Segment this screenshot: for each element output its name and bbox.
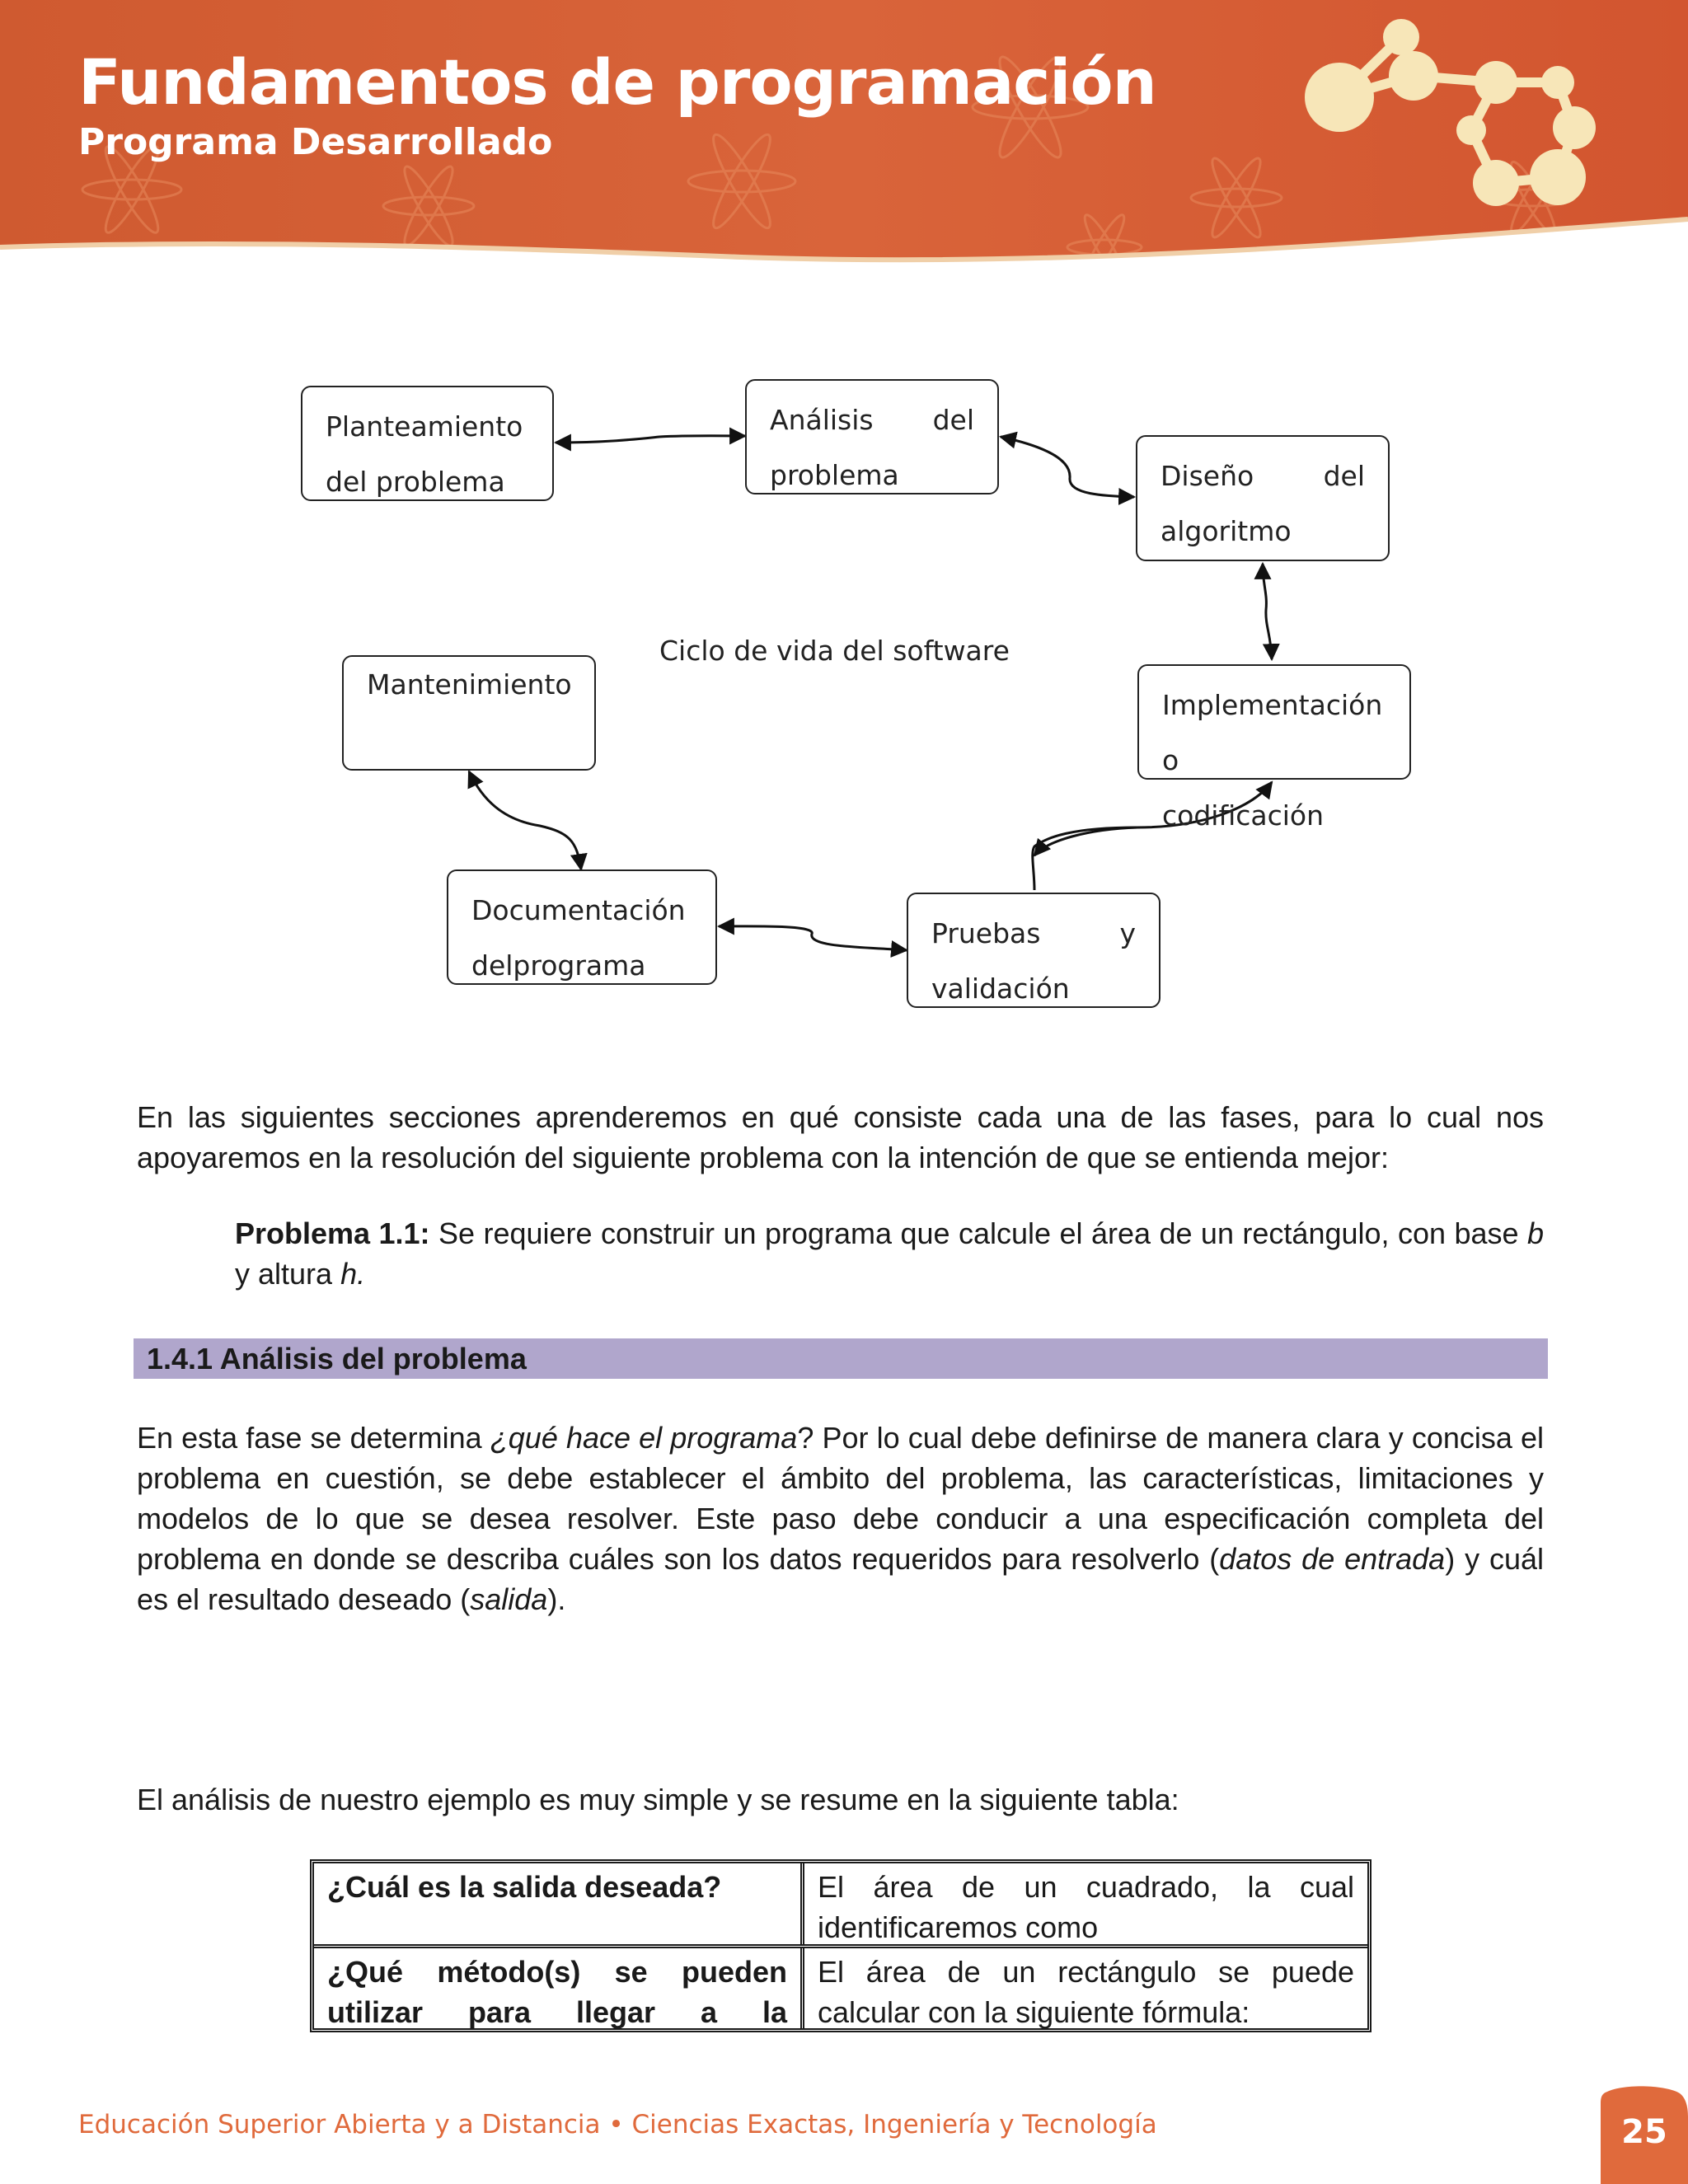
intro-paragraph: En las siguientes secciones aprenderemos en qué consiste cada una de las fases, para lo cual nos apoyaremos en la resolución del siguiente problema con la intención de que se entienda mejor:	[137, 1100, 1544, 1174]
problem-var-b: b	[1526, 1216, 1545, 1250]
node-label: del	[932, 404, 974, 436]
node-planteamiento	[301, 386, 554, 501]
lifecycle-diagram	[0, 363, 1688, 1022]
arrow-analisis-diseno	[1001, 437, 1134, 497]
analysis-paragraph	[137, 1418, 1544, 1619]
analysis-text: ) y cuál es el resultado deseado (	[137, 1542, 1544, 1616]
node-label: codificación	[1162, 799, 1325, 832]
node-label: Análisis	[770, 404, 874, 436]
node-diseno	[1136, 435, 1390, 561]
node-label: Planteamiento	[326, 410, 523, 443]
section-heading: 1.4.1 Análisis del problema	[134, 1338, 1548, 1379]
node-label: problema	[770, 459, 899, 491]
analysis-output-term: salida	[470, 1582, 548, 1616]
problem-text: y altura	[235, 1257, 341, 1291]
node-implementacion	[1137, 664, 1411, 832]
table-answer-cell	[804, 1863, 1367, 1944]
node-mantenimiento	[342, 655, 596, 771]
page-title: Fundamentos de programación	[78, 45, 1156, 119]
cell-text: calcular con la siguiente fórmula:	[818, 1995, 1250, 2029]
arrow-diseno-implementacion	[1263, 564, 1272, 659]
node-analisis	[745, 379, 999, 494]
node-label: del	[1323, 460, 1365, 492]
node-label: Pruebas	[931, 917, 1041, 949]
cell-text: identificaremos como	[818, 1910, 1099, 1944]
page-subtitle: Programa Desarrollado	[78, 121, 553, 163]
page-number-badge	[1601, 2083, 1688, 2184]
node-label: Documentación	[471, 894, 686, 926]
problem-var-h: h.	[340, 1257, 366, 1291]
arrow-pruebas-documentacion	[719, 926, 907, 950]
diagram-caption: Ciclo de vida del software	[659, 635, 1010, 667]
footer-text: Educación Superior Abierta y a Distancia • Ciencias Exactas, Ingeniería y Tecnología	[78, 2110, 1157, 2139]
problem-text: Se requiere construir un programa que calcule el área de un rectángulo, con base	[429, 1216, 1527, 1250]
table-question-cell	[314, 1863, 804, 1944]
analysis-question: ¿qué hace el programa	[490, 1421, 798, 1455]
table-intro: El análisis de nuestro ejemplo es muy simple y se resume en la siguiente tabla:	[137, 1783, 1179, 1816]
node-label: Implementación o	[1162, 689, 1383, 776]
table-answer-cell	[804, 1948, 1367, 2028]
arrow-planteamiento-analisis	[556, 436, 745, 443]
cell-text: ¿Qué método(s) se pueden	[327, 1955, 787, 1989]
page-number: 25	[1621, 2113, 1667, 2151]
node-label: Mantenimiento	[367, 668, 572, 701]
node-label: validación	[931, 972, 1070, 1005]
cell-text: utilizar para llegar a la	[327, 1995, 787, 2029]
analysis-table	[310, 1859, 1372, 2032]
node-label: y	[1119, 917, 1136, 949]
problem-label: Problema 1.1:	[235, 1216, 430, 1250]
node-pruebas	[907, 893, 1160, 1008]
node-label: delprograma	[471, 949, 646, 982]
table-row	[314, 1948, 1367, 2028]
cell-text: El área de un cuadrado, la cual	[818, 1870, 1354, 1904]
header-banner	[0, 0, 1688, 297]
analysis-input-term: datos de entrada	[1219, 1542, 1446, 1576]
cell-text: ¿Cuál es la salida deseada?	[327, 1870, 722, 1904]
node-label: del problema	[326, 466, 505, 498]
analysis-text: ? Por lo cual debe definirse de manera clara y concisa el problema en cuestión, se debe establecer el ámbito del problema, las características, limitaciones y modelos de lo que se desea resolver. Este paso debe conducir a una especificación completa del problema en donde se describa cuáles son los datos requeridos para resolverlo (	[137, 1421, 1545, 1576]
problem-statement	[235, 1213, 1544, 1294]
node-documentacion	[447, 869, 717, 985]
analysis-text: En esta fase se determina	[137, 1421, 490, 1455]
cell-text: El área de un rectángulo se puede	[818, 1955, 1354, 1989]
analysis-text: ).	[547, 1582, 566, 1616]
node-label: Diseño	[1160, 460, 1254, 492]
table-row	[314, 1863, 1367, 1948]
node-label: algoritmo	[1160, 515, 1292, 547]
table-question-cell	[314, 1948, 804, 2028]
arrow-documentacion-mantenimiento	[469, 771, 581, 869]
